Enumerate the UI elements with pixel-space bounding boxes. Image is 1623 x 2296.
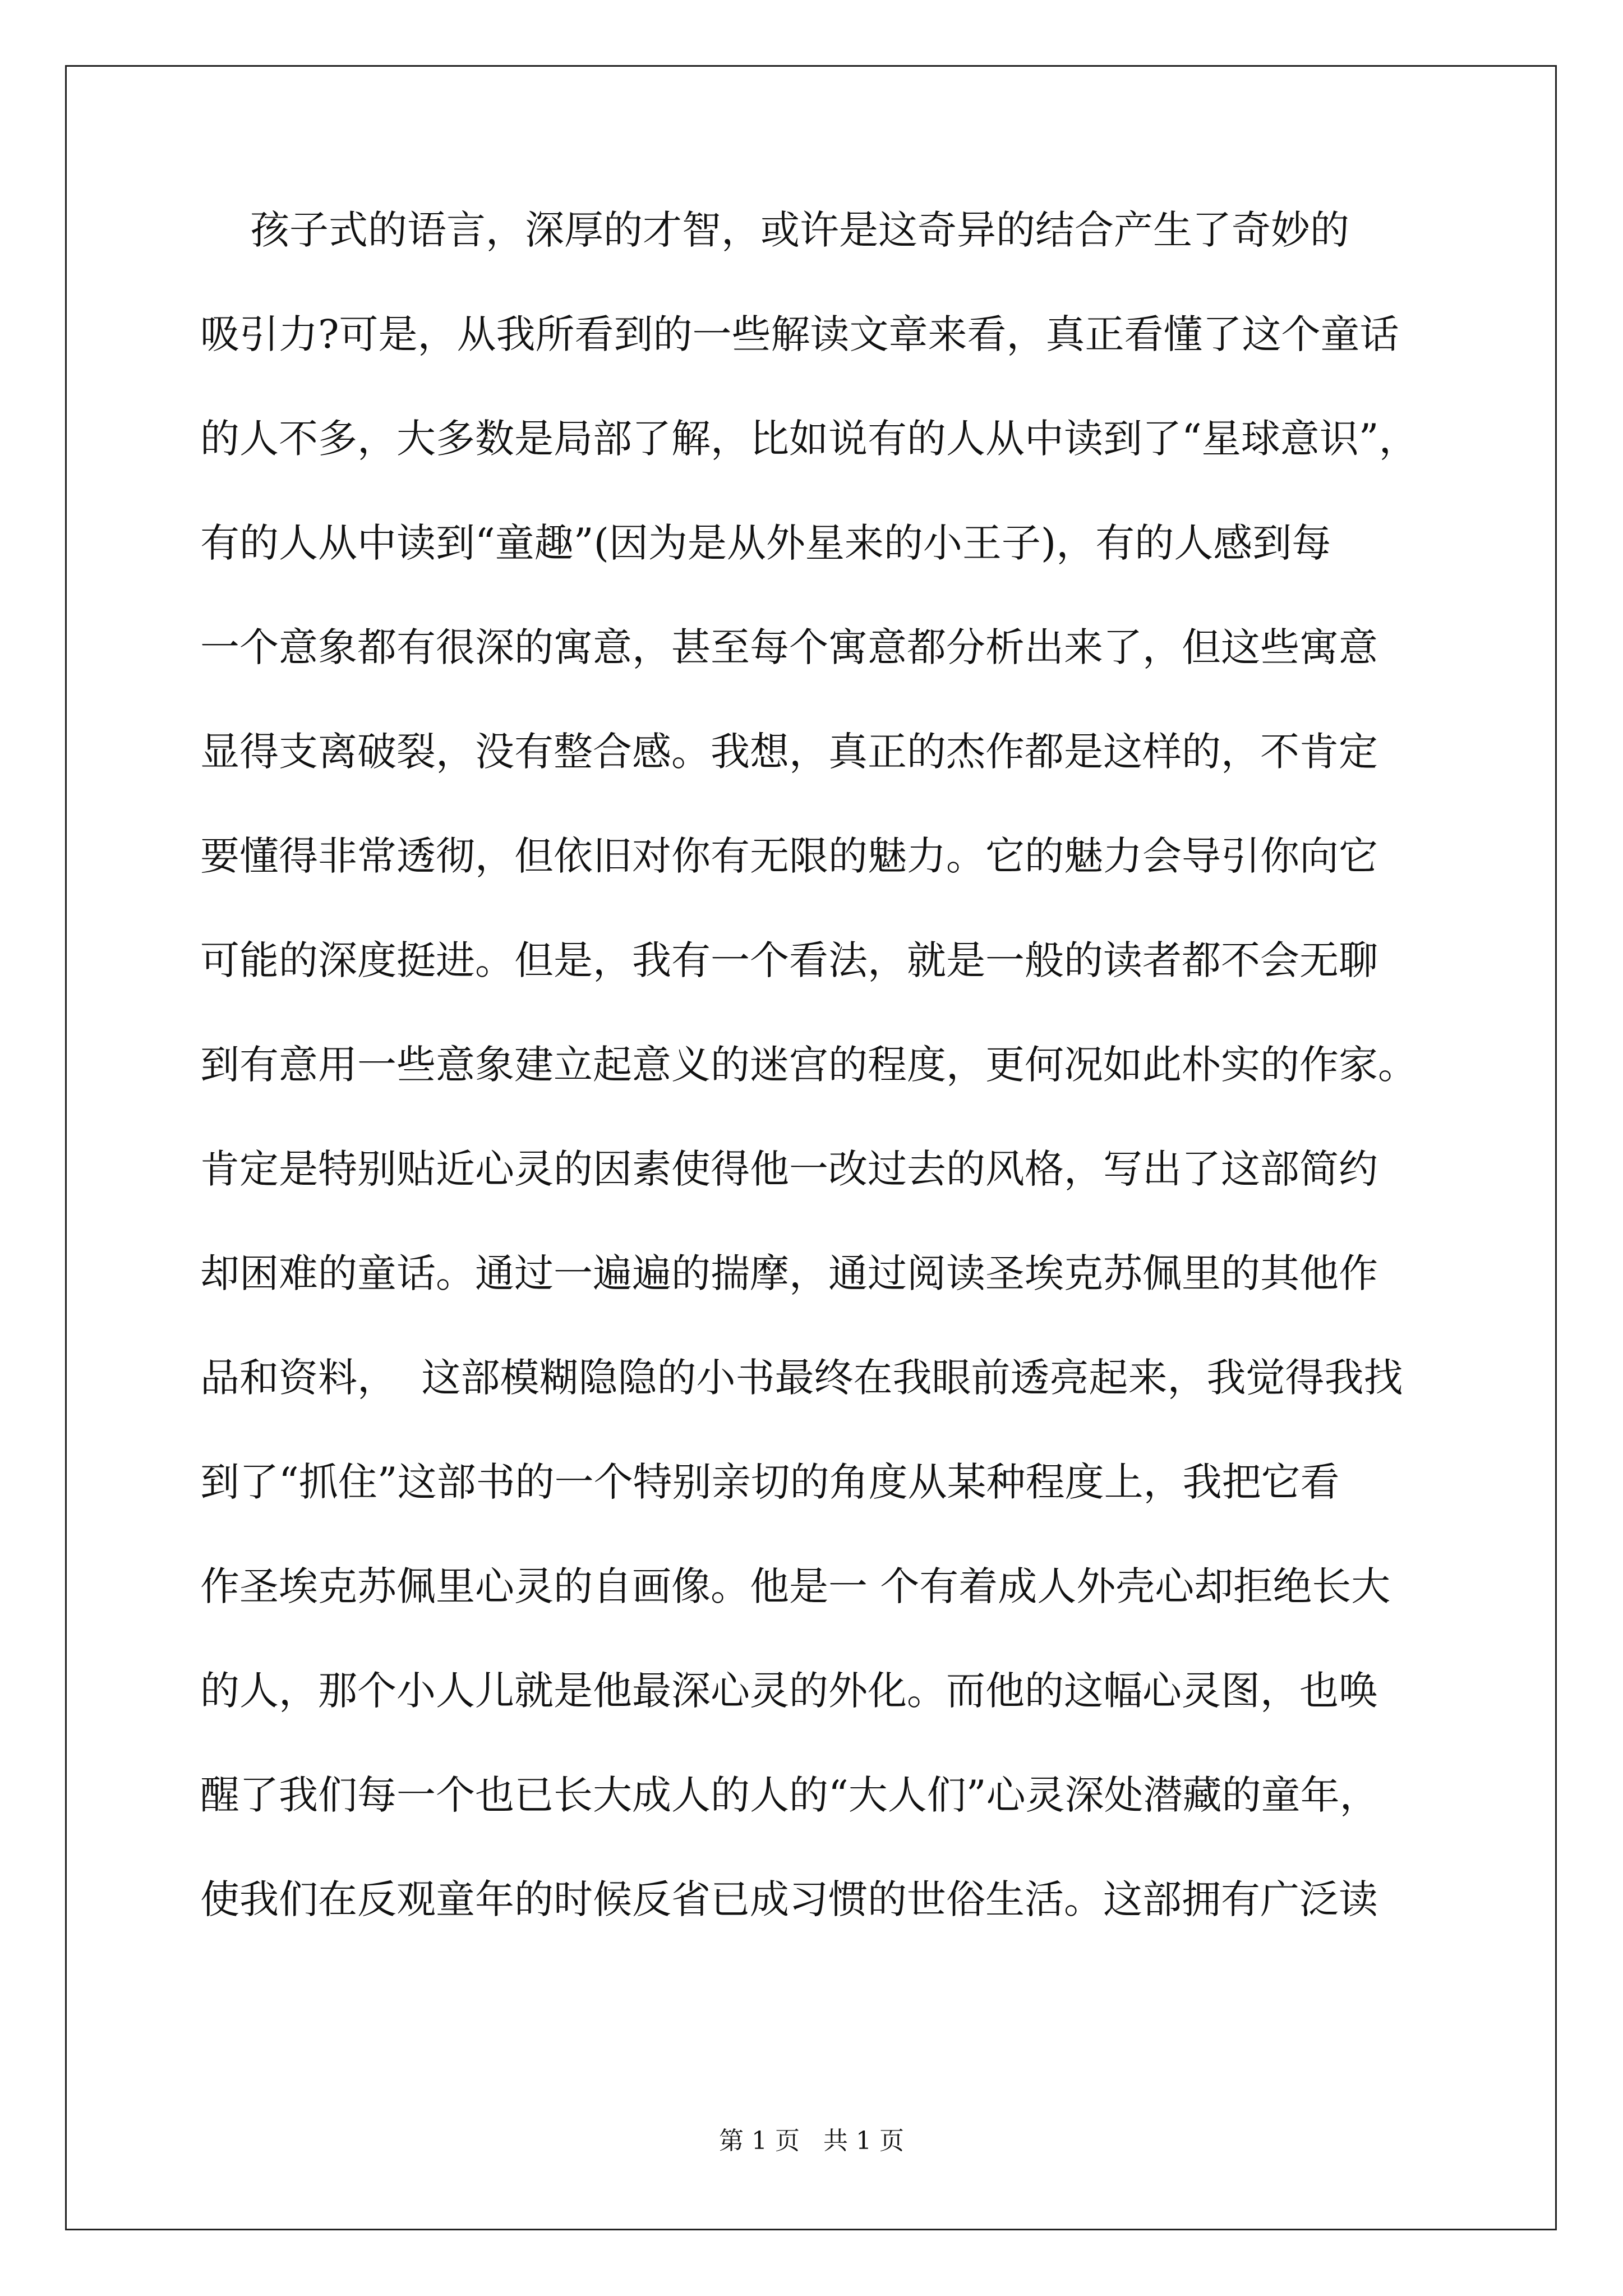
text-line: 肯定是特别贴近心灵的因素使得他一改过去的风格，写出了这部简约	[200, 1146, 1378, 1192]
text-line: 的人不多，大多数是局部了解，比如说有的人从中读到了“星球意识”，	[200, 416, 1418, 462]
text-line: 有的人从中读到“童趣”(因为是从外星来的小王子)，有的人感到每	[200, 520, 1331, 566]
text-line: 孩子式的语言，深厚的才智，或许是这奇异的结合产生了奇妙的	[200, 207, 1350, 253]
text-line: 到了“抓住”这部书的一个特别亲切的角度从某种程度上，我把它看	[200, 1459, 1340, 1505]
document-body	[200, 207, 1428, 1984]
text-line: 要懂得非常透彻，但依旧对你有无限的魅力。它的魅力会导引你向它	[200, 833, 1378, 879]
text-line: 到有意用一些意象建立起意义的迷宫的程度，更何况如此朴实的作家。	[200, 1042, 1417, 1088]
text-line: 品和资料， 这部模糊隐隐的小书最终在我眼前透亮起来，我觉得我找	[200, 1355, 1403, 1401]
text-line: 作圣埃克苏佩里心灵的自画像。他是一 个有着成人外壳心却拒绝长大	[200, 1563, 1391, 1609]
text-line: 醒了我们每一个也已长大成人的人的“大人们”心灵深处潜藏的童年，	[200, 1772, 1379, 1818]
text-line: 一个意象都有很深的寓意，甚至每个寓意都分析出来了，但这些寓意	[200, 624, 1378, 670]
text-line: 可能的深度挺进。但是，我有一个看法，就是一般的读者都不会无聊	[200, 937, 1378, 983]
page-number-footer: 第 1 页 共 1 页	[719, 2127, 904, 2155]
text-line: 吸引力?可是，从我所看到的一些解读文章来看，真正看懂了这个童话	[200, 311, 1399, 357]
text-line: 的人，那个小人儿就是他最深心灵的外化。而他的这幅心灵图，也唤	[200, 1668, 1378, 1714]
text-line: 显得支离破裂，没有整合感。我想，真正的杰作都是这样的，不肯定	[200, 729, 1378, 775]
text-line: 却困难的童话。通过一遍遍的揣摩，通过阅读圣埃克苏佩里的其他作	[200, 1250, 1378, 1296]
text-line: 使我们在反观童年的时候反省已成习惯的世俗生活。这部拥有广泛读	[200, 1876, 1378, 1922]
